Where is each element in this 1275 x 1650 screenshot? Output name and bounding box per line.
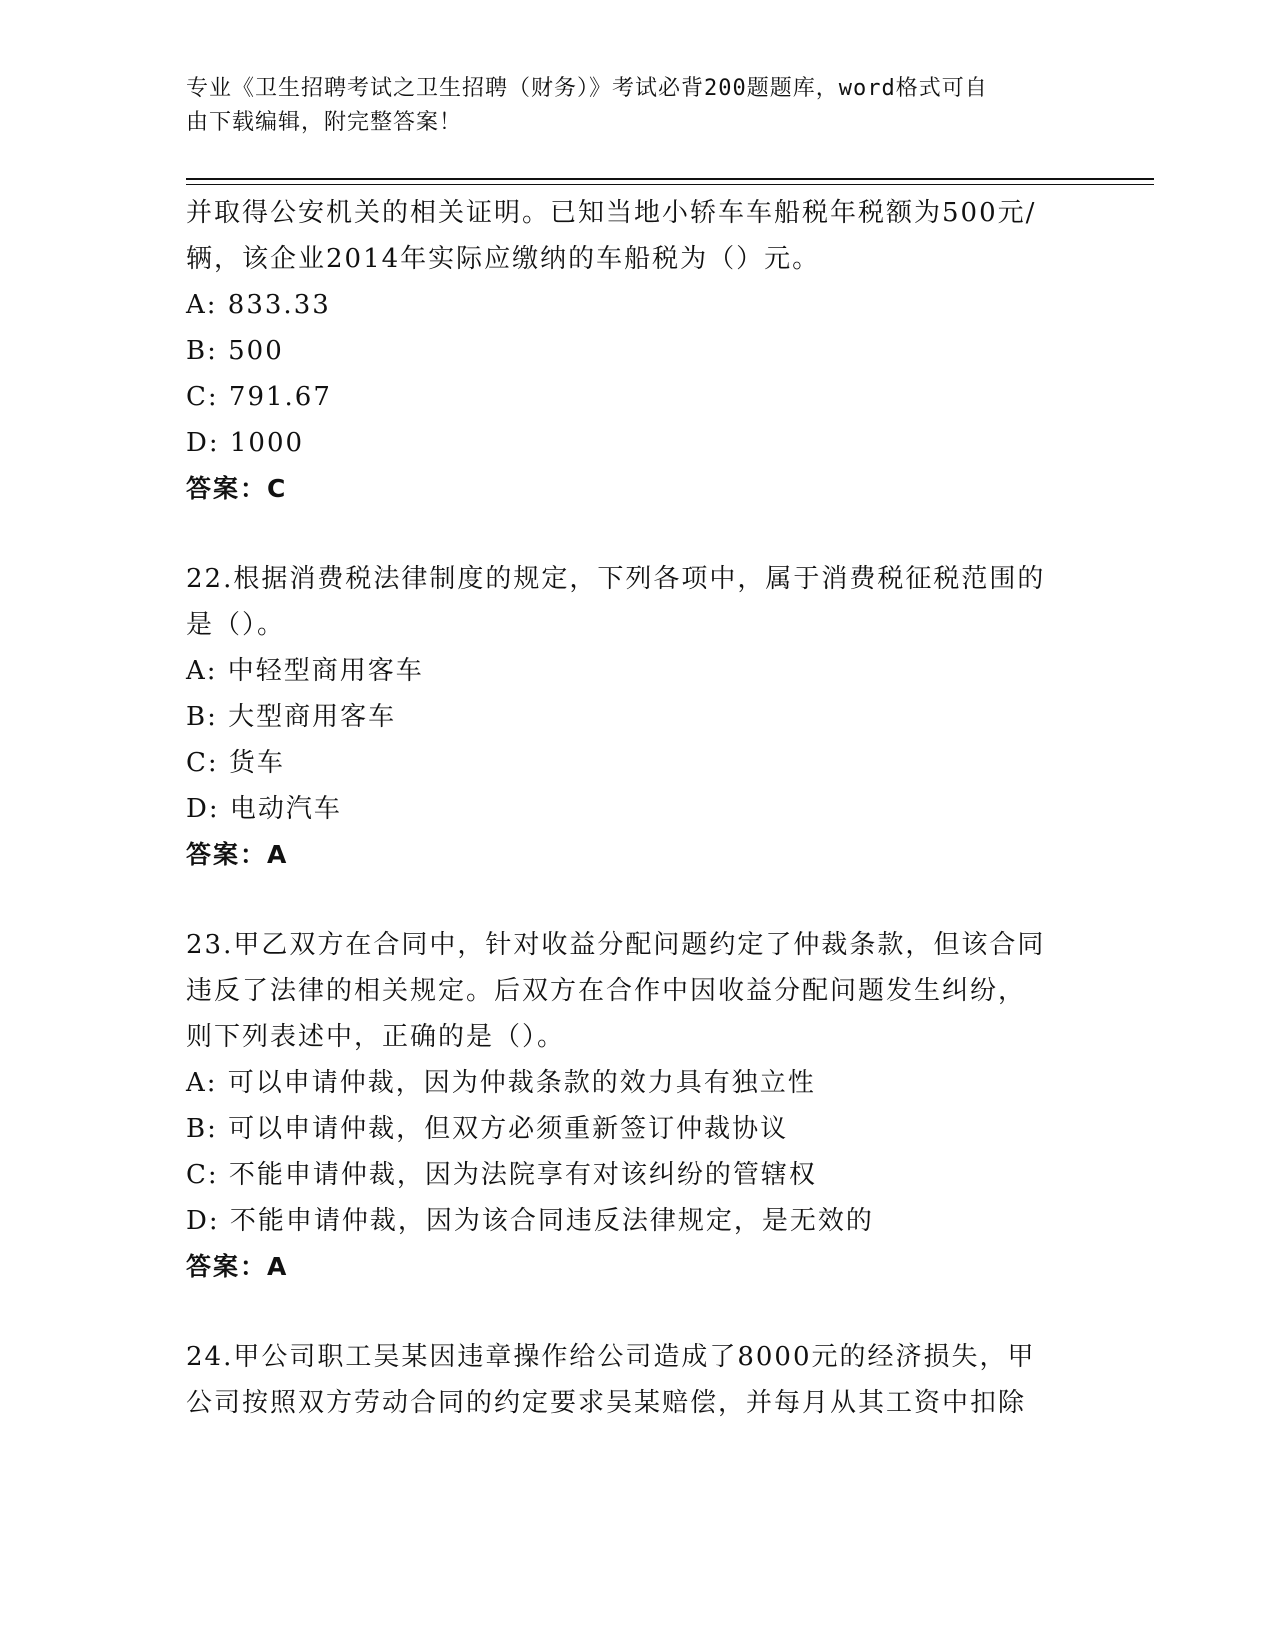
header-line-2: 由下载编辑，附完整答案！ <box>186 110 463 135</box>
document-header <box>186 72 1066 140</box>
question-22 <box>186 556 1086 878</box>
question-23-option-c: C: 不能申请仲裁，因为法院享有对该纠纷的管辖权 <box>186 1160 817 1190</box>
question-21 <box>186 190 1086 512</box>
question-22-option-c: C: 货车 <box>186 748 285 778</box>
question-23-text-line-2: 违反了法律的相关规定。后双方在合作中因收益分配问题发生纠纷， <box>186 976 1027 1006</box>
header-line-1: 专业《卫生招聘考试之卫生招聘（财务）》考试必背200题题库，word格式可自 <box>186 76 988 101</box>
question-23-text-line-1: 23.甲乙双方在合同中，针对收益分配问题约定了仲裁条款，但该合同 <box>186 930 1046 960</box>
question-22-option-d: D: 电动汽车 <box>186 794 342 824</box>
spacer <box>186 878 1086 922</box>
header-divider-thick <box>186 178 1154 180</box>
question-21-answer: 答案：C <box>186 474 288 503</box>
question-22-text-line-1: 22.根据消费税法律制度的规定，下列各项中，属于消费税征税范围的 <box>186 564 1046 594</box>
question-23 <box>186 922 1086 1290</box>
question-21-option-a: A: 833.33 <box>186 290 331 320</box>
spacer <box>186 1290 1086 1334</box>
question-22-option-a: A: 中轻型商用客车 <box>186 656 424 686</box>
question-21-option-b: B: 500 <box>186 336 284 366</box>
question-23-text-line-3: 则下列表述中，正确的是（）。 <box>186 1022 566 1052</box>
question-23-option-d: D: 不能申请仲裁，因为该合同违反法律规定，是无效的 <box>186 1206 874 1236</box>
question-list <box>186 190 1086 1426</box>
question-24-text-line-1: 24.甲公司职工吴某因违章操作给公司造成了8000元的经济损失，甲 <box>186 1342 1036 1372</box>
question-21-text-line-1: 并取得公安机关的相关证明。已知当地小轿车车船税年税额为500元/ <box>186 198 1037 228</box>
question-21-text-line-2: 辆，该企业2014年实际应缴纳的车船税为（）元。 <box>186 244 821 274</box>
question-24-text-line-2: 公司按照双方劳动合同的约定要求吴某赔偿，并每月从其工资中扣除 <box>186 1388 1027 1418</box>
question-22-answer: 答案：A <box>186 840 289 869</box>
question-23-answer: 答案：A <box>186 1252 289 1281</box>
question-22-text-line-2: 是（）。 <box>186 610 286 640</box>
question-22-option-b: B: 大型商用客车 <box>186 702 397 732</box>
question-21-option-d: D: 1000 <box>186 428 305 458</box>
spacer <box>186 512 1086 556</box>
question-23-option-b: B: 可以申请仲裁，但双方必须重新签订仲裁协议 <box>186 1114 789 1144</box>
question-24 <box>186 1334 1086 1426</box>
question-21-option-c: C: 791.67 <box>186 382 332 412</box>
header-divider-thin <box>186 184 1154 185</box>
question-23-option-a: A: 可以申请仲裁，因为仲裁条款的效力具有独立性 <box>186 1068 816 1098</box>
